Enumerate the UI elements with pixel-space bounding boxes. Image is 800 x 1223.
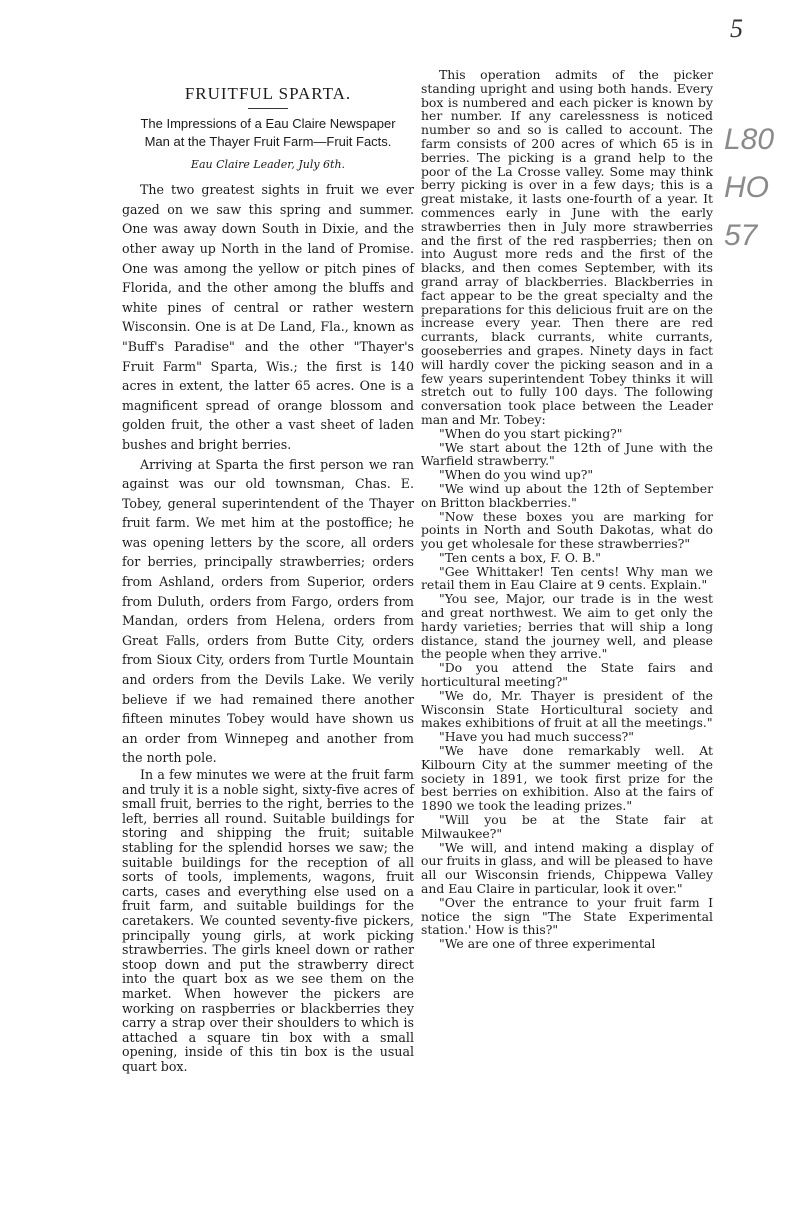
paragraph: "Gee Whittaker! Ten cents! Why man we retail them in Eau Claire at 9 cents. Explain." [421,563,713,593]
paragraph: "We do, Mr. Thayer is president of the Wisconsin State Horticultural society and makes exhibitions of fruit at all the meetings." [421,687,713,731]
paragraph: "You see, Major, our trade is in the west and great northwest. We aim to get only the hardy varieties; berries that will ship a long distance, stand the journey well, and please the people when they arrive." [421,591,713,662]
paragraph: "Do you attend the State fairs and horticultural meeting?" [421,660,713,690]
paragraph: "We wind up about the 12th of September on Britton blackberries." [421,480,713,510]
margin-note: HO [724,171,769,204]
paragraph: "Over the entrance to your fruit farm I notice the sign "The State Experimental station.' How is this?" [421,894,713,938]
article-dateline: Eau Claire Leader, July 6th. [190,157,346,171]
margin-note: 57 [724,219,758,252]
paragraph: "When do you start picking?" [439,425,623,441]
margin-notes [724,116,794,260]
article-left-column [122,78,414,1074]
article-right-column [421,68,713,951]
article-subhead: The Impressions of a Eau Claire Newspaper Man at the Thayer Fruit Farm—Fruit Facts. [140,115,396,149]
paragraph: "Will you be at the State fair at Milwaukee?" [421,812,713,841]
paragraph: Arriving at Sparta the first person we ran against was our old townsman, Chas. E. Tobey, general superintendent of the Thayer fruit farm. We met him at the postoffice; he was opening letters by the score, all orders for berries, principally strawberries; orders from Ashland, orders from Superior, orders from Duluth, orders from Fargo, orders from Mandan, orders from Helena, orders from Great Falls, orders from Butte City, orders from Sioux City, orders from Turtle Mountain and orders from the Devils Lake. We verily believe if we had remained there another fifteen minutes Tobey would have shown us an order from Winnepeg and another from the north pole. [122,456,414,766]
headline-rule [248,108,288,109]
margin-note: L80 [724,123,775,156]
paragraph: This operation admits of the picker standing upright and using both hands. Every box is numbered and each picker is known by her number. If any carelessness is noticed number so and so is called to account. The farm consists of 200 acres of which 65 is in berries. The picking is a grand help to the poor of the La Crosse valley. Some may think berry picking is over in a few days; this is a great mistake, it lasts one-fourth of a year. It commences early in June with the early strawberries then in July more strawberries and the first of the red raspberries; then on into August more reds and the first of the blacks, and then comes September, with its grand array of blackberries. Blackberries in fact appear to be the great specialty and the preparations for this delicious fruit are on the increase every year. Then there are red currants, black currants, white currants, gooseberries and grapes. Ninety days in fact will hardly cover the picking season and in a few years superintendent Tobey thinks it will stretch out to fully 100 days. The following conversation took place between the Leader man and Mr. Tobey: [421,67,713,427]
paragraph: The two greatest sights in fruit we ever gazed on we saw this spring and summer. One was away down South in Dixie, and the other away up North in the land of Promise. One was among the yellow or pitch pines of Florida, and the other among the bluffs and white pines of central or rather western Wisconsin. One is at De Land, Fla., known as "Buff's Paradise" and the other "Thayer's Fruit Farm" Sparta, Wis.; the first is 140 acres in extent, the latter 65 acres. One is a magnificent spread of orange blossom and golden fruit, the other a vast sheet of laden bushes and bright berries. [122,182,414,452]
paragraph: "We start about the 12th of June with the Warfield strawberry." [421,439,713,469]
paragraph: "Ten cents a box, F. O. B." [439,549,601,565]
paragraph: "We will, and intend making a display of our fruits in glass, and will be pleased to have all our Wisconsin friends, Chippewa Valley and Eau Claire in particular, look it over." [421,839,713,897]
paragraph: In a few minutes we were at the fruit farm and truly it is a noble sight, sixty-five acres of small fruit, berries to the right, berries to the left, berries all round. Suitable buildings for storing and shipping the fruit; suitable stabling for the splendid horses we saw; the suitable buildings for the reception of all sorts of tools, implements, wagons, fruit carts, cases and everything else used on a fruit farm, and suitable buildings for the caretakers. We counted seventy-five pickers, principally young girls, at work picking strawberries. The girls kneel down or rather stoop down and put the strawberry direct into the quart box as we see them on the market. When however the pickers are working on raspberries or blackberries they carry a strap over their shoulders to which is attached a square tin box with a small opening, inside of this tin box is the usual quart box. [122,767,414,1074]
paragraph: "When do you wind up?" [439,467,594,483]
paragraph: "Now these boxes you are marking for points in North and South Dakotas, what do you get wholesale for these strawberries?" [421,508,713,552]
paragraph: "Have you had much success?" [439,729,634,745]
paragraph: "We have done remarkably well. At Kilbourn City at the summer meeting of the society in 1891, we took first prize for the best berries on exhibition. Also at the fairs of 1890 we took the leading prizes." [421,743,713,814]
paragraph: "We are one of three experimental [439,936,656,952]
page-number: 5 [730,14,743,43]
article-headline: FRUITFUL SPARTA. [184,84,352,103]
